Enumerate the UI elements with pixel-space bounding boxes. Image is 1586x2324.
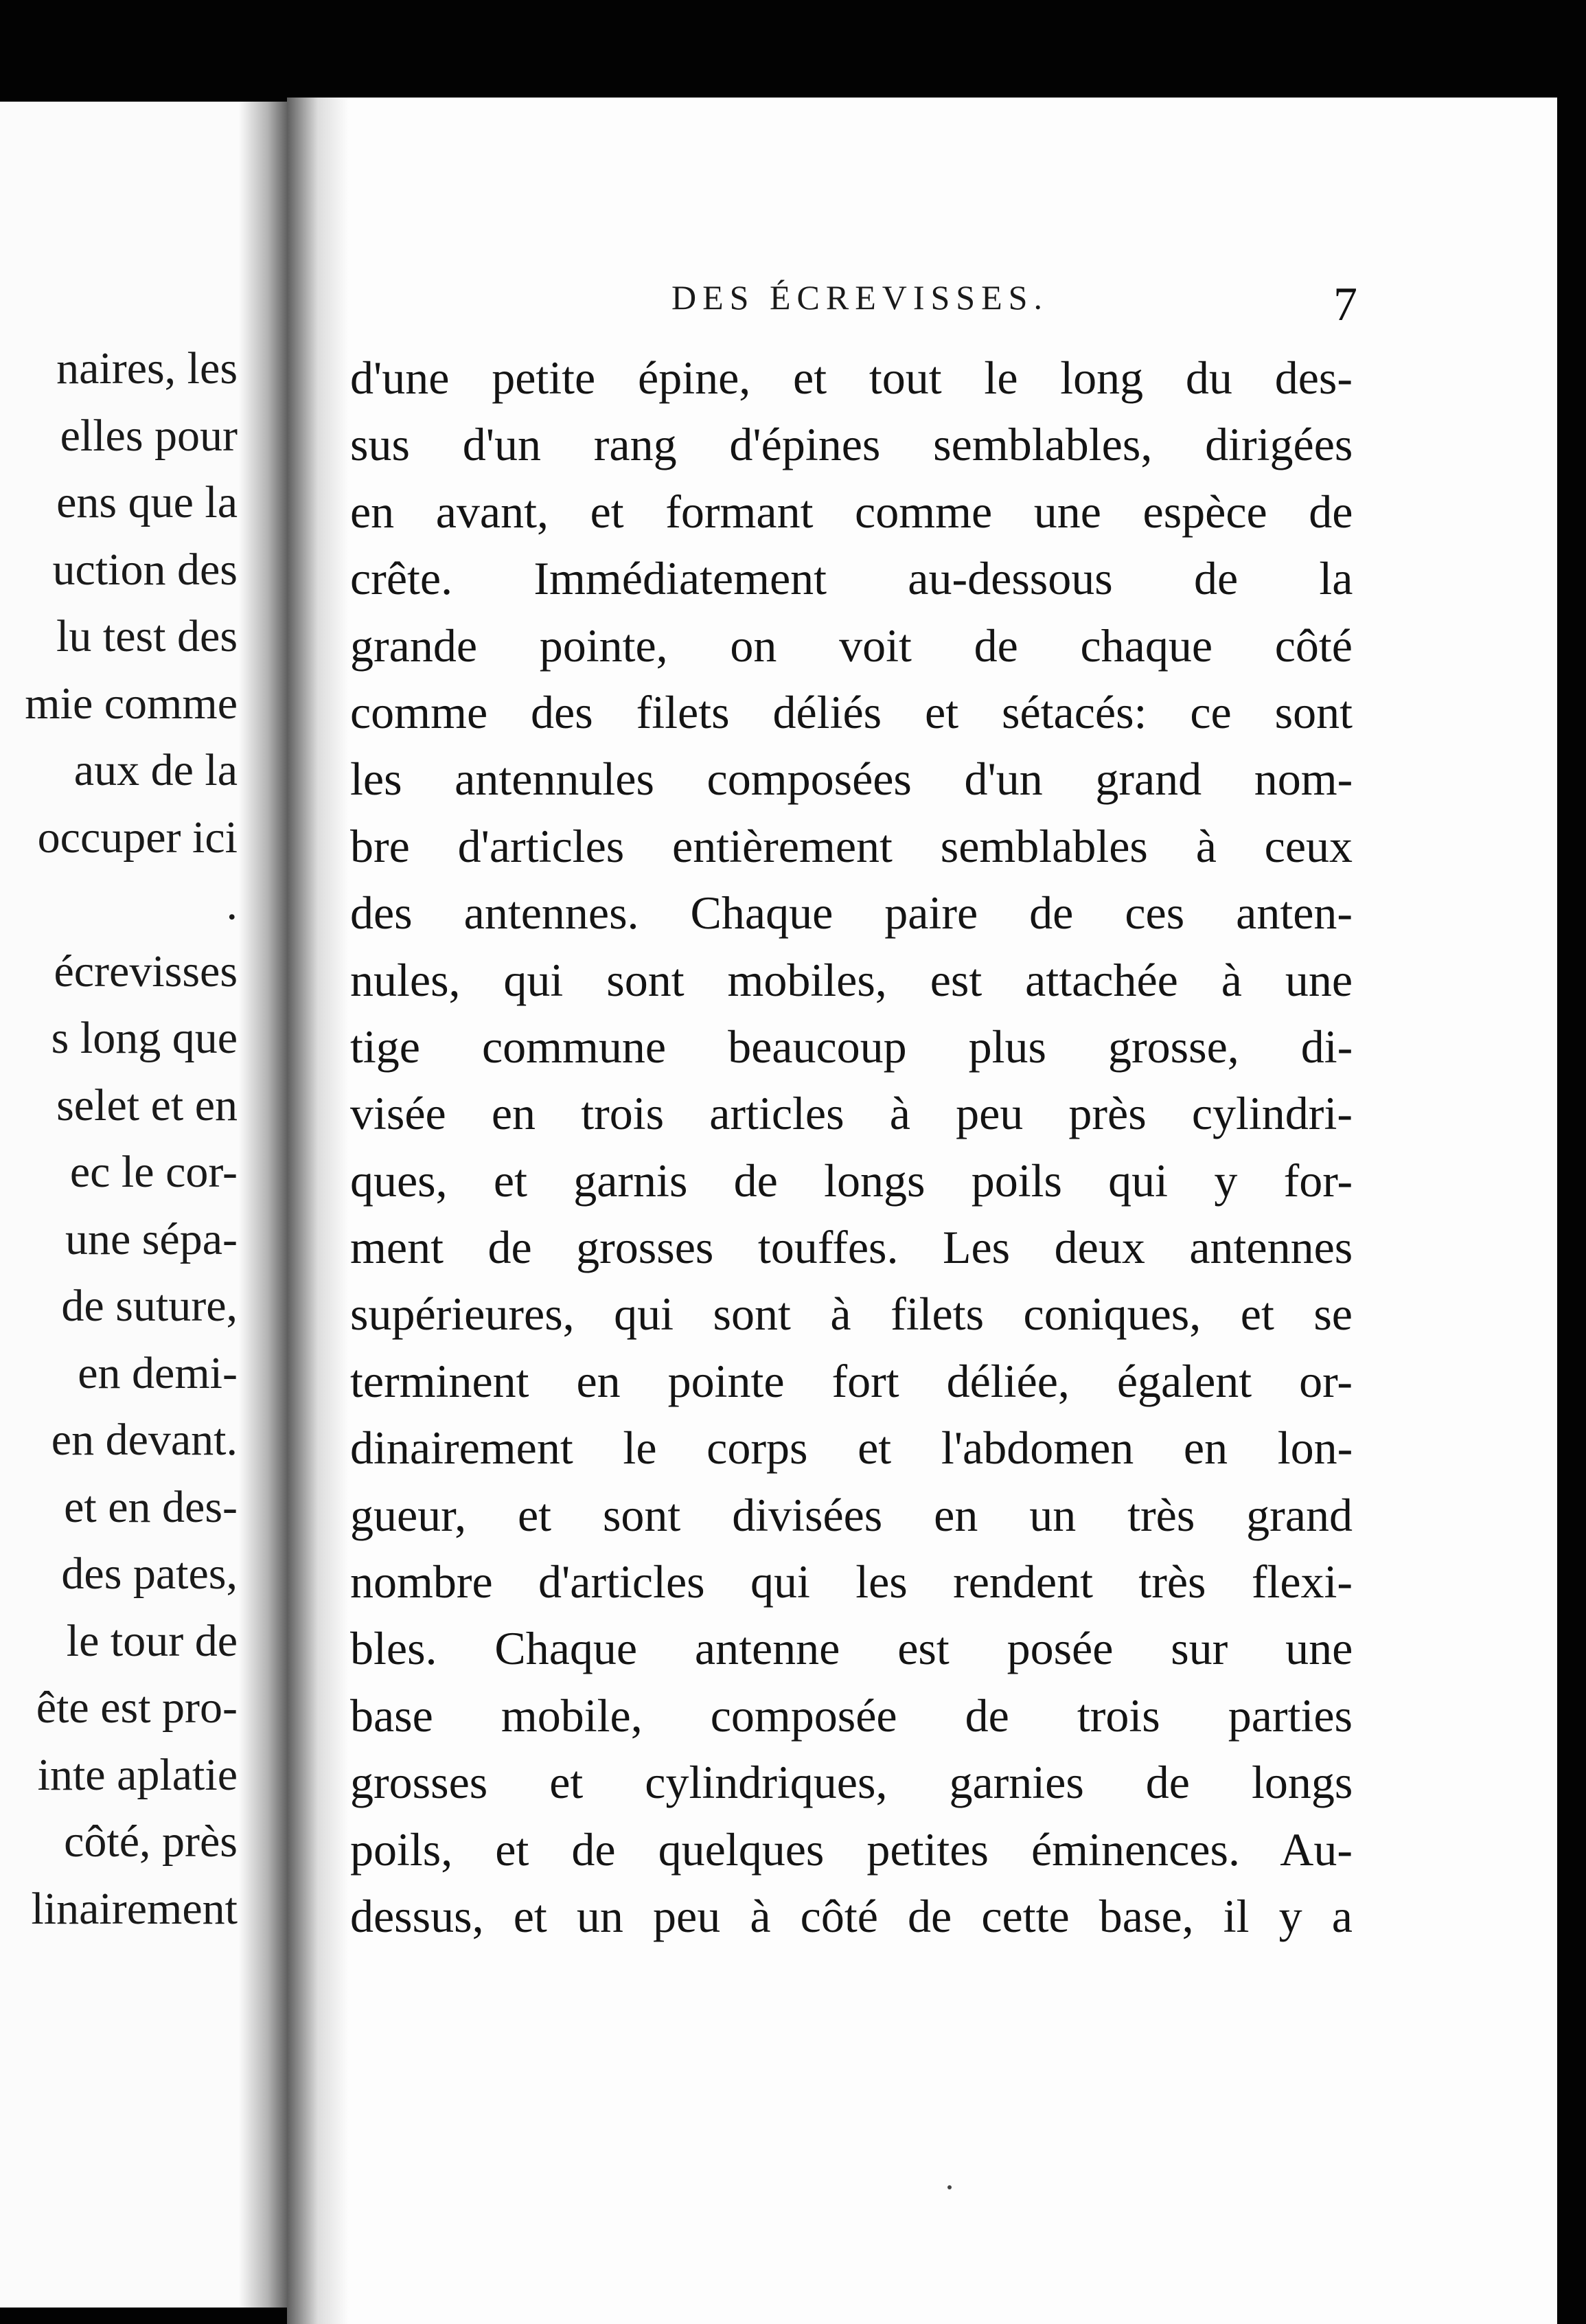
left-line: en devant. bbox=[51, 1415, 238, 1465]
text-line: grosses et cylindriques, garnies de longs bbox=[350, 1756, 1353, 1809]
text-line: bles. Chaque antenne est posée sur une bbox=[350, 1622, 1353, 1675]
left-line: aux de la bbox=[73, 745, 238, 795]
left-line: . bbox=[226, 879, 238, 929]
running-head: DES ÉCREVISSES. bbox=[671, 278, 1048, 317]
left-line: et en des- bbox=[64, 1481, 238, 1532]
text-line: terminent en pointe fort déliée, égalent or- bbox=[350, 1354, 1353, 1407]
page-number: 7 bbox=[1333, 278, 1357, 331]
left-line: des pates, bbox=[61, 1549, 238, 1599]
text-line: gueur, et sont divisées en un très grand bbox=[350, 1488, 1353, 1541]
text-line: ques, et garnis de longs poils qui y for- bbox=[350, 1154, 1353, 1207]
text-line: des antennes. Chaque paire de ces anten- bbox=[350, 887, 1353, 939]
text-line: supérieures, qui sont à filets coniques, et se bbox=[350, 1288, 1353, 1341]
left-line: écrevisses bbox=[54, 946, 238, 996]
text-line: grande pointe, on voit de chaque côté bbox=[350, 619, 1353, 672]
text-line: dessus, et un peu à côté de cette base, il y a bbox=[350, 1889, 1353, 1942]
text-line: sus d'un rang d'épines semblables, dirigées bbox=[350, 418, 1353, 471]
left-page-fragment bbox=[0, 102, 287, 2308]
left-line: une sépa- bbox=[65, 1214, 238, 1264]
left-line: mie comme bbox=[25, 678, 238, 729]
text-line: crête. Immédiatement au-dessous de la bbox=[350, 552, 1353, 605]
text-line: en avant, et formant comme une espèce de bbox=[350, 485, 1353, 538]
text-line: nombre d'articles qui les rendent très flexi- bbox=[350, 1556, 1353, 1608]
left-page-text bbox=[0, 335, 238, 1942]
left-line: lu test des bbox=[56, 611, 238, 661]
text-line: bre d'articles entièrement semblables à ceux bbox=[350, 819, 1353, 872]
text-line: les antennules composées d'un grand nom- bbox=[350, 753, 1353, 806]
text-line: base mobile, composée de trois parties bbox=[350, 1689, 1353, 1742]
left-line: occuper ici bbox=[37, 812, 238, 863]
gutter-shadow bbox=[239, 102, 287, 2308]
text-line: poils, et de quelques petites éminences. Au- bbox=[350, 1823, 1353, 1876]
left-line: ens que la bbox=[56, 477, 238, 527]
left-line: le tour de bbox=[66, 1615, 238, 1666]
right-page bbox=[287, 98, 1557, 2324]
left-line: ec le cor- bbox=[69, 1147, 238, 1197]
left-line: de suture, bbox=[61, 1281, 238, 1331]
text-line: tige commune beaucoup plus grosse, di- bbox=[350, 1020, 1353, 1073]
text-line: dinairement le corps et l'abdomen en lon- bbox=[350, 1422, 1353, 1474]
left-line: selet et en bbox=[56, 1080, 238, 1130]
left-line: ête est pro- bbox=[36, 1683, 238, 1733]
text-line: comme des filets déliés et sétacés: ce sont bbox=[350, 685, 1353, 738]
text-line: d'une petite épine, et tout le long du des- bbox=[350, 352, 1353, 404]
left-line: uction des bbox=[52, 544, 238, 595]
text-line: nules, qui sont mobiles, est attachée à une bbox=[350, 953, 1353, 1006]
left-line: en demi- bbox=[78, 1347, 238, 1398]
spine-shadow bbox=[287, 98, 349, 2324]
left-line: elles pour bbox=[60, 410, 238, 461]
body-text bbox=[350, 345, 1353, 1950]
text-line: visée en trois articles à peu près cylindri- bbox=[350, 1087, 1353, 1140]
left-line: linairement bbox=[31, 1883, 238, 1934]
left-line: côté, près bbox=[64, 1816, 238, 1867]
paper-speck bbox=[947, 2185, 952, 2189]
left-line: s long que bbox=[51, 1013, 238, 1063]
left-line: inte aplatie bbox=[37, 1749, 238, 1800]
left-line: naires, les bbox=[56, 343, 238, 394]
text-line: ment de grosses touffes. Les deux antennes bbox=[350, 1221, 1353, 1274]
